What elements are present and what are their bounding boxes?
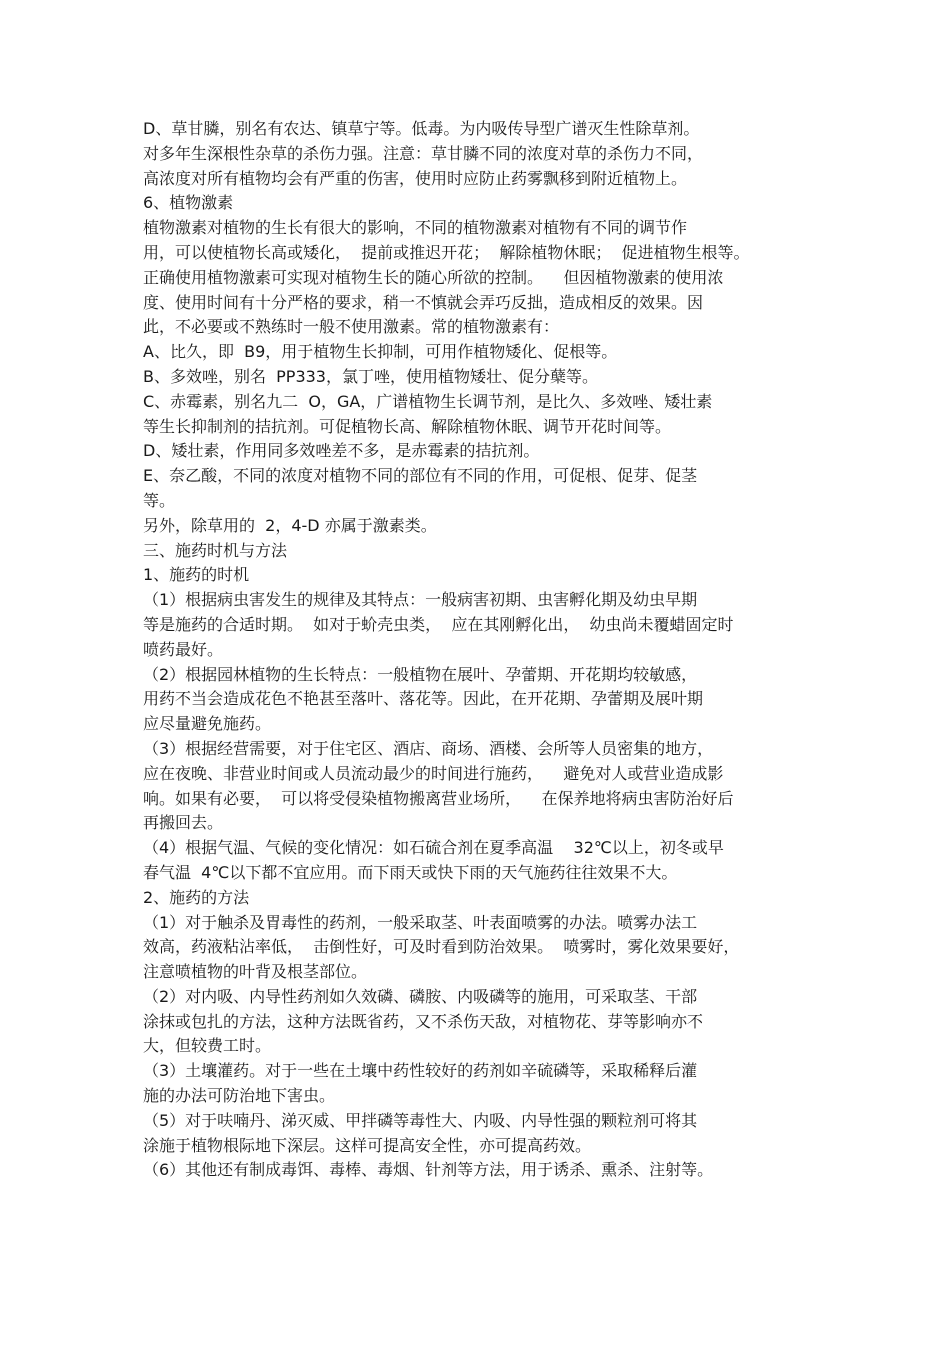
text-line: （2）根据园林植物的生长特点：一般植物在展叶、孕蕾期、开花期均较敏感， (143, 664, 698, 684)
text-line: （1）对于触杀及胃毒性的药剂，一般采取茎、叶表面喷雾的办法。喷雾办法工 (143, 912, 698, 932)
text-line: B、多效唑，别名 PP333，氯丁唑，使用植物矮壮、促分蘖等。 (143, 366, 598, 386)
text-line: （3）土壤灌药。对于一些在土壤中药性较好的药剂如辛硫磷等，采取稀释后灌 (143, 1061, 698, 1081)
text-line: 效高，药液粘沾率低， 击倒性好，可及时看到防治效果。 喷雾时，雾化效果要好， (143, 937, 740, 957)
text-line: 2、施药的方法 (143, 887, 250, 907)
text-line: （2）对内吸、内导性药剂如久效磷、磷胺、内吸磷等的施用，可采取茎、干部 (143, 986, 698, 1006)
text-line: 对多年生深根性杂草的杀伤力强。注意：草甘膦不同的浓度对草的杀伤力不同， (143, 143, 704, 163)
text-line: 等生长抑制剂的拮抗剂。可促植物长高、解除植物休眠、调节开花时间等。 (143, 416, 672, 436)
text-line: 等。 (143, 490, 176, 510)
text-line: （1）根据病虫害发生的规律及其特点：一般病害初期、虫害孵化期及幼虫早期 (143, 590, 698, 610)
text-line: 正确使用植物激素可实现对植物生长的随心所欲的控制。 但因植物激素的使用浓 (143, 267, 724, 287)
text-line: 等是施药的合适时期。 如对于蚧壳虫类， 应在其刚孵化出， 幼虫尚未覆蜡固定时 (143, 614, 734, 634)
text-line: （4）根据气温、气候的变化情况：如石硫合剂在夏季高温 32℃以上，初冬或早 (143, 838, 724, 858)
text-line: A、比久，即 B9，用于植物生长抑制，可用作植物矮化、促根等。 (143, 342, 618, 362)
text-line: 涂抹或包扎的方法，这种方法既省药，又不杀伤天敌，对植物花、芽等影响亦不 (143, 1011, 704, 1031)
text-line: 6、植物激素 (143, 193, 234, 213)
text-line: 响。如果有必要， 可以将受侵染植物搬离营业场所， 在保养地将病虫害防治好后 (143, 788, 734, 808)
text-line: （3）根据经营需要，对于住宅区、酒店、商场、酒楼、会所等人员密集的地方， (143, 738, 714, 758)
text-line: 应在夜晚、非营业时间或人员流动最少的时间进行施药， 避免对人或营业造成影 (143, 763, 724, 783)
text-line: C、赤霉素，别名九二 O，GA，广谱植物生长调节剂，是比久、多效唑、矮壮素 (143, 391, 713, 411)
text-line: （6）其他还有制成毒饵、毒棒、毒烟、针剂等方法，用于诱杀、熏杀、注射等。 (143, 1160, 714, 1180)
text-line: 用药不当会造成花色不艳甚至落叶、落花等。因此，在开花期、孕蕾期及展叶期 (143, 689, 704, 709)
text-line: D、矮壮素，作用同多效唑差不多，是赤霉素的拮抗剂。 (143, 441, 540, 461)
text-line: 1、施药的时机 (143, 565, 250, 585)
text-line: 喷药最好。 (143, 639, 224, 659)
text-line: 用，可以使植物长高或矮化， 提前或推迟开花； 解除植物休眠； 促进植物生根等。 (143, 242, 750, 262)
text-line: 应尽量避免施药。 (143, 714, 272, 734)
text-line: 大，但较费工时。 (143, 1036, 272, 1056)
text-line: 此，不必要或不熟练时一般不使用激素。常的植物激素有： (143, 317, 560, 337)
text-line: 春气温 4℃以下都不宜应用。而下雨天或快下雨的天气施药往往效果不大。 (143, 862, 678, 882)
document-body (143, 117, 813, 1183)
text-line: D、草甘膦，别名有农达、镇草宁等。低毒。为内吸传导型广谱灭生性除草剂。 (143, 119, 700, 138)
text-line: 施的办法可防治地下害虫。 (143, 1086, 336, 1106)
text-line: （5）对于呋喃丹、涕灭威、甲拌磷等毒性大、内吸、内导性强的颗粒剂可将其 (143, 1110, 698, 1130)
text-line: 高浓度对所有植物均会有严重的伤害，使用时应防止药雾飘移到附近植物上。 (143, 168, 688, 188)
text-line: 再搬回去。 (143, 813, 224, 833)
text-line: 另外，除草用的 2，4-D 亦属于激素类。 (143, 515, 437, 535)
text-line: 注意喷植物的叶背及根茎部位。 (143, 962, 368, 982)
text-line: 三、施药时机与方法 (143, 540, 288, 560)
text-line: 涂施于植物根际地下深层。这样可提高安全性，亦可提高药效。 (143, 1135, 592, 1155)
text-line: 植物激素对植物的生长有很大的影响，不同的植物激素对植物有不同的调节作 (143, 218, 688, 238)
text-line: E、奈乙酸，不同的浓度对植物不同的部位有不同的作用，可促根、促芽、促茎 (143, 466, 698, 486)
text-line: 度、使用时间有十分严格的要求，稍一不慎就会弄巧反拙，造成相反的效果。因 (143, 292, 704, 312)
